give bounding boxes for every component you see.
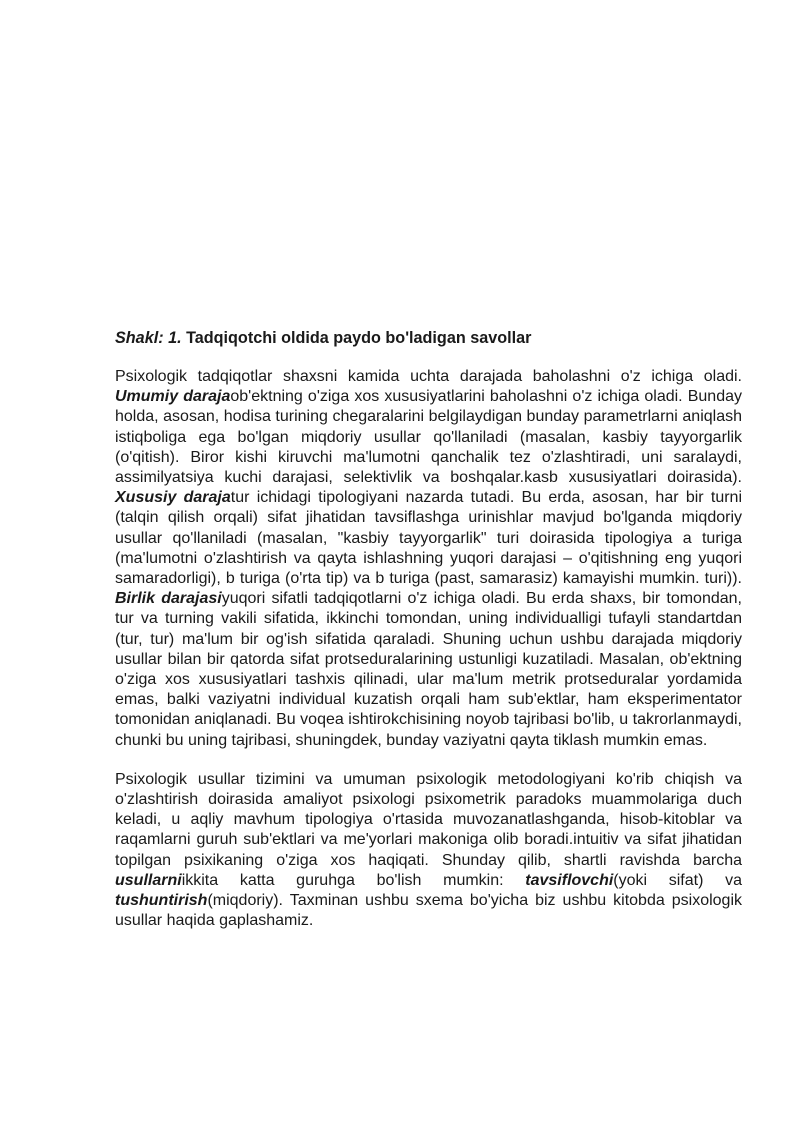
figure-caption-title: Tadqiqotchi oldida paydo bo'ladigan savollar bbox=[186, 329, 532, 347]
paragraph-methods-text-2: ikkita katta guruhga bo'lish mumkin: bbox=[181, 871, 504, 889]
term-unit-level: Birlik darajasi bbox=[115, 590, 222, 608]
term-explanatory: tushuntirish bbox=[115, 892, 208, 910]
paragraph-methods-text-3: (yoki sifat) va bbox=[613, 871, 743, 889]
paragraph-levels-text-2: ob'ektning o'ziga xos xususiyatlarini baholashni o'z ichiga oladi. Bunday holda, asosan, hodisa turining chegaralarini belgilaydigan bunday parametrlarni aniqlash istiqboliga ega bo'lgan miqdoriy usullar qo'llaniladi (masalan, kasbiy tayyorgarlik (o'qitish). Biror kishi kiruvchi ma'lumotni qanchalik tez o'zlashtiradi, uni saralaydi, assimilyatsiya kuchi darajasi, selektivlik va boshqalar.kasb xususiyatlari doirasida). bbox=[115, 388, 742, 487]
paragraph-methods-text-1: Psixologik usullar tizimini va umuman psixologik metodologiyani ko'rib chiqish va o'zlashtirish doirasida amaliyot psixologi psixometrik paradoks muammolariga duch keladi, u aqliy mavhum tipologiya o'rtasida muvozanatlashganda, hisob-kitoblar va raqamlarni guruh sub'ektlari va me'yorlari makoniga olib boradi.intuitiv va sifat jihatidan topilgan psixikaning o'ziga xos haqiqati. Shunday qilib, shartli ravishda barcha bbox=[115, 770, 742, 869]
paragraph-methods-text-4: (miqdoriy). Taxminan ushbu sxema bo'yicha biz ushbu kitobda psixologik usullar haqida gaplashamiz. bbox=[115, 892, 742, 930]
paragraph-levels bbox=[115, 367, 742, 751]
figure-caption-number: Shakl: 1. bbox=[115, 329, 182, 347]
term-methods: usullarni bbox=[115, 871, 182, 889]
term-specific-level: Xususiy daraja bbox=[115, 489, 231, 507]
figure-caption bbox=[115, 327, 742, 349]
paragraph-levels-text-4: yuqori sifatli tadqiqotlarni o'z ichiga oladi. Bu erda shaxs, bir tomondan, tur va turning vakili sifatida, ikkinchi tomondan, uning individualligi tufayli standartdan (tur, tur) ma'lum bir og'ish sifatida qaraladi. Shuning uchun ushbu darajada miqdoriy usullar bilan bir qatorda sifat protseduralarining ustunligi kuzatiladi. Masalan, ob'ektning o'ziga xos xususiyatlari tashxis qilinadi, ular ma'lum metrik protseduralar yordamida emas, balki vaziyatni individual kuzatish orqali ham sub'ektlar, ham eksperimentator tomonidan aniqlanadi. Bu voqea ishtirokchisining noyob tajribasi bo'lib, u takrorlanmaydi, chunki bu uning tajribasi, shuningdek, bunday vaziyatni qayta tiklash mumkin emas. bbox=[115, 590, 742, 749]
term-general-level: Umumiy daraja bbox=[115, 388, 231, 406]
paragraph-levels-text-3: tur ichidagi tipologiyani nazarda tutadi. Bu erda, asosan, har bir turni (talqin qilish orqali) sifat jihatidan tavsiflashga urinishlar mavjud bo'lganda miqdoriy usullar qo'llaniladi (masalan, "kasbiy tayyorgarlik" turi doirasida tipologiya a turiga (ma'lumotni o'zlashtirish va qayta ishlashning yuqori darajasi – o'qitishning eng yuqori samaradorligi), b turiga (o'rta tip) va b turiga (past, samarasiz) kamayishi mumkin. turi)). bbox=[115, 489, 743, 588]
term-descriptive: tavsiflovchi bbox=[525, 871, 614, 889]
paragraph-levels-text-1: Psixologik tadqiqotlar shaxsni kamida uchta darajada baholashni o'z ichiga oladi. bbox=[115, 368, 742, 385]
paragraph-methods bbox=[115, 770, 742, 932]
document-body bbox=[115, 327, 742, 950]
